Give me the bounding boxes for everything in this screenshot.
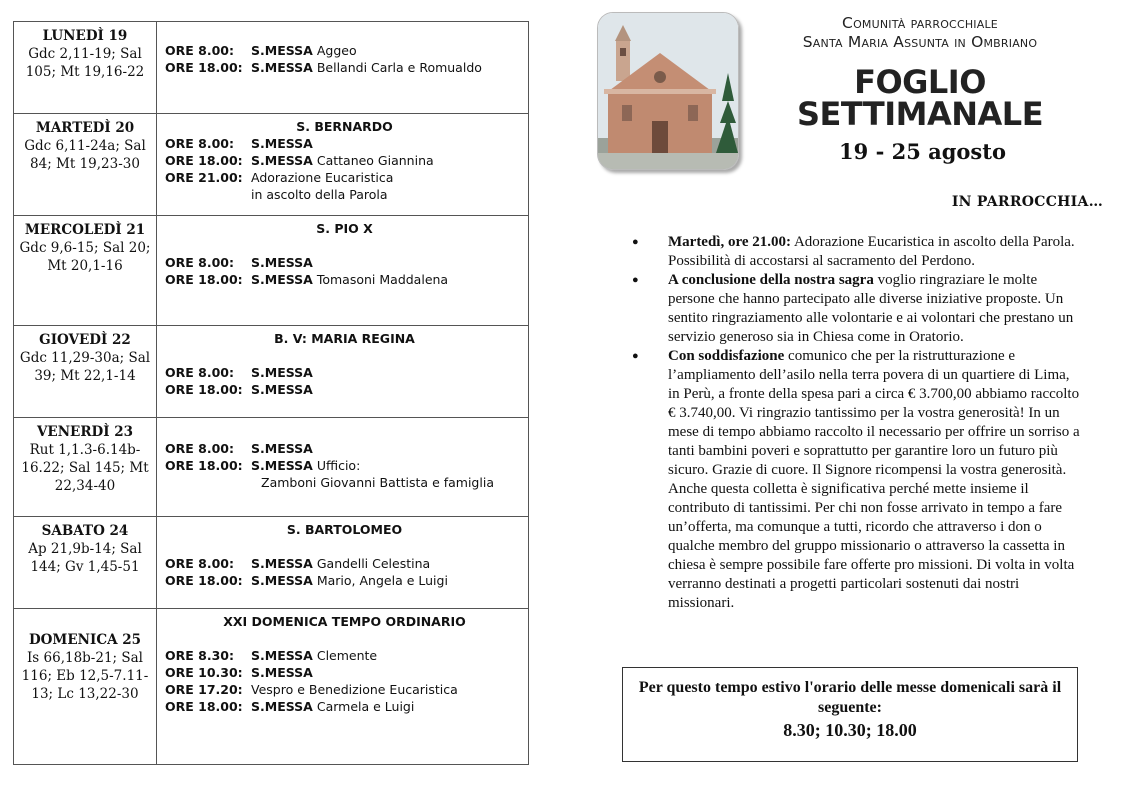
day-readings: Gdc 2,11-19; Sal 105; Mt 19,16-22 xyxy=(25,46,145,80)
mass-kind: S.MESSA xyxy=(251,60,313,75)
schedule-row-wednesday xyxy=(14,216,529,326)
saint-of-day: XXI DOMENICA TEMPO ORDINARIO xyxy=(223,614,466,629)
day-name: LUNEDÌ 19 xyxy=(42,28,128,44)
day-name: SABATO 24 xyxy=(41,523,129,539)
mass-note: Gandelli Celestina xyxy=(316,556,431,571)
summer-times: 8.30; 10.30; 18.00 xyxy=(783,720,917,740)
day-cell xyxy=(14,418,157,517)
title-line-2: SETTIMANALE xyxy=(796,95,1044,133)
mass-kind: S.MESSA xyxy=(251,255,313,270)
mass-time: ORE 8.00: xyxy=(165,365,234,380)
day-name: GIOVEDÌ 22 xyxy=(39,332,131,348)
saint-of-day: S. BARTOLOMEO xyxy=(286,522,403,537)
mass-line xyxy=(165,59,524,76)
day-readings: Gdc 11,29-30a; Sal 39; Mt 22,1-14 xyxy=(19,350,151,384)
day-readings: Rut 1,1.3-6.14b-16.22; Sal 145; Mt 22,34-40 xyxy=(21,442,149,494)
notice-item xyxy=(632,233,1082,271)
mass-line xyxy=(165,440,524,457)
community-line-2: Santa Maria Assunta in Ombriano xyxy=(802,33,1038,51)
mass-note: Vespro e Benedizione Eucaristica xyxy=(251,682,458,697)
newsletter-title xyxy=(790,63,1050,133)
parish-notices xyxy=(632,233,1082,613)
mass-time: ORE 18.00: xyxy=(165,272,243,287)
day-readings: Gdc 6,11-24a; Sal 84; Mt 19,23-30 xyxy=(24,138,146,172)
mass-line xyxy=(165,42,524,59)
day-readings: Is 66,18b-21; Sal 116; Eb 12,5-7.11-13; Lc 13,22-30 xyxy=(21,650,149,702)
mass-time: ORE 18.00: xyxy=(165,458,243,473)
mass-line xyxy=(165,254,524,271)
title-line-1: FOGLIO xyxy=(854,63,986,101)
mass-kind: S.MESSA xyxy=(251,573,313,588)
mass-time: ORE 8.00: xyxy=(165,441,234,456)
mass-cell xyxy=(157,609,529,765)
mass-line xyxy=(165,152,524,169)
mass-kind: S.MESSA xyxy=(251,458,313,473)
mass-kind: S.MESSA xyxy=(251,272,313,287)
mass-cell xyxy=(157,517,529,609)
mass-note: Carmela e Luigi xyxy=(316,699,415,714)
section-title: IN PARROCCHIA… xyxy=(951,194,1103,210)
day-readings: Ap 21,9b-14; Sal 144; Gv 1,45-51 xyxy=(28,541,142,575)
mass-kind: S.MESSA xyxy=(251,382,313,397)
day-cell xyxy=(14,517,157,609)
mass-time: ORE 18.00: xyxy=(165,699,243,714)
day-name: MERCOLEDÌ 21 xyxy=(24,222,146,238)
day-name: VENERDÌ 23 xyxy=(36,424,134,440)
schedule-row-saturday xyxy=(14,517,529,609)
mass-time: ORE 17.20: xyxy=(165,682,243,697)
day-readings: Gdc 9,6-15; Sal 20; Mt 20,1-16 xyxy=(19,240,151,274)
mass-cell xyxy=(157,114,529,216)
mass-line xyxy=(165,698,524,715)
mass-time: ORE 18.00: xyxy=(165,573,243,588)
mass-line xyxy=(165,135,524,152)
mass-cell xyxy=(157,216,529,326)
mass-kind: S.MESSA xyxy=(251,136,313,151)
mass-note: Adorazione Eucaristica xyxy=(251,170,394,185)
community-heading xyxy=(760,14,1080,52)
notice-item xyxy=(632,347,1082,613)
mass-kind: S.MESSA xyxy=(251,556,313,571)
mass-kind: S.MESSA xyxy=(251,365,313,380)
day-name: MARTEDÌ 20 xyxy=(35,120,135,136)
mass-kind: S.MESSA xyxy=(251,648,313,663)
mass-note: Clemente xyxy=(316,648,378,663)
mass-line xyxy=(165,555,524,572)
mass-cell xyxy=(157,418,529,517)
day-cell xyxy=(14,609,157,765)
mass-time: ORE 8.00: xyxy=(165,43,234,58)
summer-text: Per questo tempo estivo l'orario delle messe domenicali sarà il seguente: xyxy=(638,679,1062,716)
notice-lead: Martedì, ore 21.00: xyxy=(668,234,792,250)
church-illustration xyxy=(598,13,738,169)
day-cell xyxy=(14,216,157,326)
mass-schedule-table xyxy=(13,21,529,765)
mass-time: ORE 8.00: xyxy=(165,136,234,151)
mass-note: Aggeo xyxy=(316,43,357,58)
mass-kind: S.MESSA xyxy=(251,43,313,58)
mass-note: Cattaneo Giannina xyxy=(316,153,434,168)
notice-text: Adorazione Eucaristica in ascolto della Parola. Possibilità di accostarsi al sacramento del Perdono. xyxy=(668,234,1075,269)
week-dates: 19 - 25 agosto xyxy=(839,139,1006,164)
mass-line xyxy=(165,664,524,681)
mass-line xyxy=(165,647,524,664)
notice-item xyxy=(632,271,1082,347)
mass-note: Ufficio: xyxy=(316,458,361,473)
mass-time: ORE 18.00: xyxy=(165,153,243,168)
mass-extra: Zamboni Giovanni Battista e famiglia xyxy=(261,475,494,490)
saint-of-day: B. V: MARIA REGINA xyxy=(274,331,415,346)
mass-kind: S.MESSA xyxy=(251,699,313,714)
mass-line xyxy=(165,681,524,698)
saint-of-day: S. PIO X xyxy=(316,221,373,236)
mass-time: ORE 18.00: xyxy=(165,382,243,397)
mass-time: ORE 10.30: xyxy=(165,665,243,680)
mass-line xyxy=(165,169,524,186)
mass-time: ORE 8.30: xyxy=(165,648,234,663)
mass-kind: S.MESSA xyxy=(251,665,313,680)
schedule-row-friday xyxy=(14,418,529,517)
mass-time: ORE 8.00: xyxy=(165,556,234,571)
mass-line xyxy=(165,572,524,589)
mass-line xyxy=(165,381,524,398)
day-cell xyxy=(14,22,157,114)
mass-time: ORE 21.00: xyxy=(165,170,243,185)
schedule-row-thursday xyxy=(14,326,529,418)
schedule-row-tuesday xyxy=(14,114,529,216)
mass-line xyxy=(165,271,524,288)
mass-kind: S.MESSA xyxy=(251,441,313,456)
community-line-1: Comunità parrocchiale xyxy=(842,14,998,32)
mass-note: Tomasoni Maddalena xyxy=(316,272,449,287)
notice-lead: Con soddisfazione xyxy=(668,348,785,364)
mass-kind: S.MESSA xyxy=(251,153,313,168)
notice-text: comunico che per la ristrutturazione e l’ampliamento dell’asilo nella terra povera di un quartiere di Lima, in Perù, a fronte della spesa pari a circa € 3.700,00 abbiamo raccolto € 3.740,00. Vi ringrazio tantissimo per la vostra generosità! In un mese di tempo abbiamo raccolto il necessario per offrire un sorriso a tanti bambini poveri e soprattutto per garantire loro un futuro più sicuro. Grazie di cuore. Il Signore ricompensi la vostra generosità. Anche questa colletta è significativa perché mette insieme il contributo di tantissimi. Per chi non fosse arrivato in tempo a fare un’offerta, ma comunque a tutti, ricordo che attraverso i don o qualche membro del gruppo missionario o attraverso la cassetta in chiesa è sempre possibile fare offerte pro missioni. Di volta in volta verranno destinati a progetti particolari sostenuti dai nostri missionari. xyxy=(668,348,1080,611)
mass-note: Mario, Angela e Luigi xyxy=(316,573,448,588)
mass-note: Bellandi Carla e Romualdo xyxy=(316,60,482,75)
day-cell xyxy=(14,326,157,418)
mass-line xyxy=(165,364,524,381)
schedule-row-sunday xyxy=(14,609,529,765)
summer-schedule-box xyxy=(622,667,1078,762)
day-name: DOMENICA 25 xyxy=(28,632,142,648)
schedule-row-monday xyxy=(14,22,529,114)
mass-time: ORE 18.00: xyxy=(165,60,243,75)
church-photo xyxy=(597,12,739,170)
mass-cell xyxy=(157,22,529,114)
day-cell xyxy=(14,114,157,216)
notice-lead: A conclusione della nostra sagra xyxy=(668,272,874,288)
mass-time: ORE 8.00: xyxy=(165,255,234,270)
mass-line xyxy=(165,457,524,474)
saint-of-day: S. BERNARDO xyxy=(296,119,393,134)
mass-cell xyxy=(157,326,529,418)
notice-text: voglio ringraziare le molte persone che hanno partecipato alle diverse iniziative proposte. Un sentito ringraziamento alle volontarie e ai volontari che prestano un servizio generoso sia in Chiesa come in Oratorio. xyxy=(668,272,1074,345)
mass-extra: in ascolto della Parola xyxy=(251,187,388,202)
